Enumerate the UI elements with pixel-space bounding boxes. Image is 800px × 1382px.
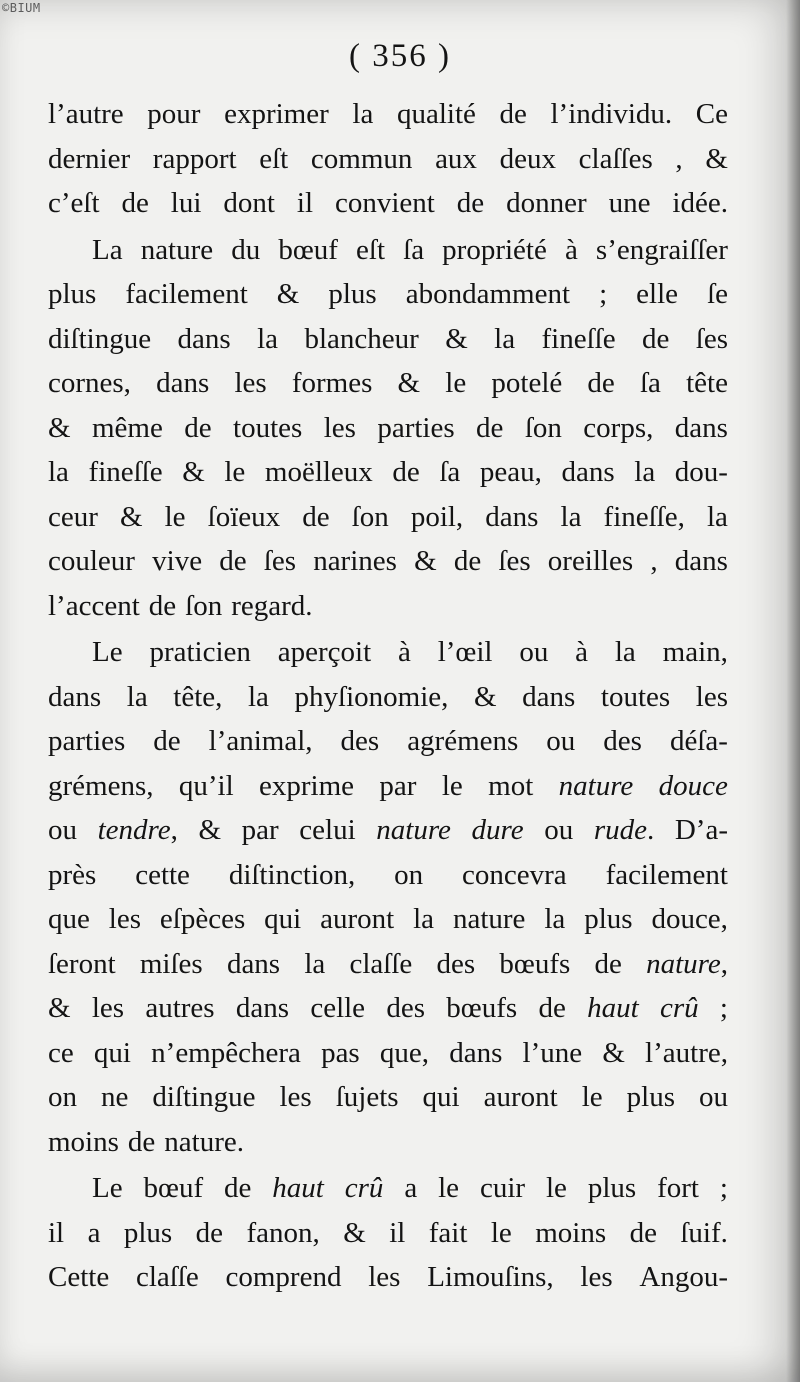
word: dans bbox=[485, 500, 539, 533]
word: de bbox=[224, 1172, 252, 1204]
word: la bbox=[257, 322, 279, 355]
word: haut bbox=[587, 992, 639, 1024]
word: elle bbox=[636, 278, 679, 310]
word: par bbox=[241, 814, 279, 846]
word: de bbox=[476, 411, 504, 444]
word: ſes bbox=[695, 322, 728, 355]
word: & bbox=[343, 1216, 366, 1249]
text-line bbox=[48, 317, 728, 362]
word: abondamment bbox=[405, 278, 571, 310]
word: la bbox=[494, 322, 516, 355]
word: près bbox=[48, 858, 97, 891]
word: les bbox=[580, 1261, 613, 1293]
word: tête bbox=[686, 367, 728, 399]
word: pour bbox=[147, 98, 201, 130]
word: moins bbox=[48, 1125, 119, 1158]
word: dont bbox=[223, 187, 275, 219]
word: plus bbox=[587, 1172, 637, 1204]
word: claſſe bbox=[349, 947, 413, 980]
word: toutes bbox=[233, 411, 303, 444]
word: de bbox=[456, 187, 485, 219]
word: facilement bbox=[125, 278, 248, 310]
word: de bbox=[641, 322, 670, 355]
word: de bbox=[302, 500, 330, 533]
word: on bbox=[394, 858, 424, 891]
word: la bbox=[352, 98, 374, 130]
text-line bbox=[48, 1211, 728, 1256]
word: moins bbox=[535, 1216, 607, 1249]
word: ſon bbox=[351, 500, 389, 533]
word: ne bbox=[101, 1081, 129, 1113]
word: dernier bbox=[48, 142, 131, 175]
word: l’œil bbox=[437, 636, 493, 668]
word: les bbox=[695, 680, 728, 713]
word: une bbox=[608, 187, 651, 219]
word: rude. bbox=[593, 814, 655, 846]
word: n’empêchera bbox=[151, 1036, 301, 1069]
word: vive bbox=[152, 545, 203, 577]
word: formes bbox=[291, 367, 373, 399]
word: agrémens bbox=[407, 725, 519, 757]
word: autres bbox=[145, 992, 215, 1024]
word: de bbox=[629, 1216, 657, 1249]
word: exprime bbox=[259, 769, 355, 802]
text-line bbox=[48, 1031, 728, 1076]
word: Limouſins, bbox=[427, 1261, 554, 1293]
text-line bbox=[48, 1255, 728, 1300]
word: celui bbox=[299, 814, 356, 846]
word: ſa bbox=[439, 456, 461, 488]
text-line bbox=[48, 539, 728, 584]
word: & bbox=[473, 680, 497, 713]
word: du bbox=[231, 233, 261, 266]
word: bœufs bbox=[446, 992, 518, 1024]
word: de bbox=[219, 545, 247, 577]
word: le bbox=[441, 769, 463, 802]
word: miſes bbox=[139, 947, 203, 980]
word: le bbox=[581, 1081, 603, 1113]
word: & bbox=[445, 322, 468, 355]
word: Ce bbox=[695, 98, 728, 130]
word: moëlleux bbox=[264, 456, 373, 488]
word: bœufs bbox=[499, 947, 571, 980]
word: eſt bbox=[356, 233, 386, 266]
word: la bbox=[614, 636, 636, 668]
word: nature. bbox=[164, 1125, 244, 1158]
word: dans bbox=[561, 456, 615, 488]
word: dans bbox=[674, 545, 728, 577]
word: qui bbox=[264, 903, 302, 935]
text-line bbox=[48, 272, 728, 317]
word: les bbox=[234, 367, 267, 399]
word: de bbox=[121, 187, 149, 219]
word: & bbox=[276, 278, 300, 310]
word: la bbox=[126, 680, 148, 713]
word: plus bbox=[626, 1081, 675, 1113]
word: des bbox=[340, 725, 380, 757]
word: nature, bbox=[646, 947, 728, 980]
word: parties bbox=[48, 725, 126, 757]
text-line bbox=[48, 137, 728, 182]
word: rapport bbox=[152, 142, 237, 175]
word: deux bbox=[499, 142, 556, 175]
word: ce bbox=[48, 1036, 74, 1069]
word: narines bbox=[313, 545, 397, 577]
word: ſoïeux bbox=[207, 500, 281, 533]
word: facilement bbox=[605, 858, 728, 891]
word: dans bbox=[235, 992, 290, 1024]
word: la bbox=[48, 456, 69, 488]
word: c’eſt bbox=[48, 187, 100, 219]
word: fineſſe bbox=[541, 322, 616, 355]
word: nature bbox=[558, 769, 634, 802]
word: & bbox=[602, 1036, 625, 1069]
word: à bbox=[397, 636, 411, 668]
word: même bbox=[91, 411, 163, 444]
word: ; bbox=[719, 1172, 728, 1204]
word: & bbox=[705, 142, 728, 175]
word: aperçoit bbox=[277, 636, 372, 668]
word: haut bbox=[272, 1172, 324, 1204]
word: l’animal, bbox=[208, 725, 313, 757]
text-line bbox=[48, 986, 728, 1031]
word: il bbox=[48, 1216, 65, 1249]
word: a bbox=[87, 1216, 101, 1249]
word: l’accent bbox=[48, 589, 140, 622]
word: a bbox=[404, 1172, 418, 1204]
text-line bbox=[48, 228, 728, 273]
word: D’a- bbox=[674, 814, 728, 846]
word: & bbox=[48, 411, 71, 444]
word: ſon bbox=[524, 411, 562, 444]
word: claſſes bbox=[578, 142, 653, 175]
word: le bbox=[438, 1172, 460, 1204]
word: tendre, bbox=[97, 814, 178, 846]
word: La bbox=[92, 233, 123, 266]
word: fineſſe bbox=[88, 456, 163, 488]
word: grémens, bbox=[48, 769, 154, 802]
text-line bbox=[48, 897, 728, 942]
word: blancheur bbox=[304, 322, 419, 355]
word: fort bbox=[657, 1172, 699, 1204]
word: lui bbox=[170, 187, 202, 219]
text-line bbox=[48, 181, 728, 226]
word: par bbox=[379, 769, 417, 802]
word: déſa- bbox=[669, 725, 728, 757]
word: celle bbox=[310, 992, 366, 1024]
word: les bbox=[368, 1261, 401, 1293]
word: bœuf bbox=[143, 1172, 204, 1204]
word: des bbox=[386, 992, 426, 1024]
word: diſtinction, bbox=[228, 858, 356, 891]
word: la bbox=[248, 680, 269, 713]
word: il bbox=[389, 1216, 406, 1249]
word: de bbox=[594, 947, 622, 980]
word: ſes bbox=[498, 545, 531, 577]
word: de bbox=[392, 456, 420, 488]
word: regard. bbox=[231, 589, 313, 622]
word: dans bbox=[48, 680, 102, 713]
word: & bbox=[198, 814, 222, 846]
word: & bbox=[414, 545, 437, 577]
word: ſes bbox=[263, 545, 297, 577]
word: des bbox=[603, 725, 642, 757]
word: & bbox=[397, 367, 421, 399]
word: ſon bbox=[185, 589, 223, 622]
word: que, bbox=[379, 1036, 430, 1069]
word: crû bbox=[659, 992, 699, 1024]
word: ſe bbox=[707, 278, 728, 310]
word: claſſe bbox=[135, 1261, 199, 1293]
word: les bbox=[108, 903, 141, 935]
word: plus bbox=[328, 278, 377, 310]
word: cette bbox=[135, 858, 190, 891]
word: à bbox=[564, 233, 578, 266]
word: de bbox=[195, 1216, 224, 1249]
word: , bbox=[675, 142, 683, 175]
word: dans bbox=[156, 367, 210, 399]
word: de bbox=[127, 1125, 156, 1158]
text-line bbox=[48, 808, 728, 853]
word: toutes bbox=[600, 680, 671, 713]
word: le bbox=[164, 500, 186, 533]
text-line bbox=[48, 764, 728, 809]
word: dans bbox=[226, 947, 281, 980]
word: qui bbox=[93, 1036, 131, 1069]
word: de bbox=[148, 589, 177, 622]
word: l’individu. bbox=[550, 98, 673, 130]
word: qui bbox=[422, 1081, 460, 1113]
word: l’une bbox=[522, 1036, 583, 1069]
word: phyſionomie, bbox=[294, 680, 449, 713]
word: les bbox=[279, 1081, 312, 1113]
word: on bbox=[48, 1081, 77, 1113]
word: nature bbox=[376, 814, 451, 846]
word: corps, bbox=[583, 411, 654, 444]
word: le bbox=[224, 456, 246, 488]
word: le bbox=[445, 367, 467, 399]
word: fanon, bbox=[246, 1216, 320, 1249]
word: ou bbox=[48, 814, 77, 846]
word: la bbox=[304, 947, 326, 980]
word: la bbox=[560, 500, 582, 533]
word: qualité bbox=[396, 98, 476, 130]
word: dans bbox=[177, 322, 231, 355]
text-line bbox=[48, 92, 728, 137]
word: cuir bbox=[479, 1172, 526, 1204]
word: idée. bbox=[672, 187, 728, 219]
text-line bbox=[48, 853, 728, 898]
word: ſuif. bbox=[680, 1216, 728, 1249]
word: & bbox=[48, 992, 71, 1024]
word: aux bbox=[435, 142, 477, 175]
word: de bbox=[499, 98, 527, 130]
word: pas bbox=[321, 1036, 360, 1069]
word: Cette bbox=[48, 1261, 110, 1293]
word: cornes, bbox=[48, 367, 131, 399]
word: la bbox=[413, 903, 435, 935]
word: fineſſe, bbox=[603, 500, 685, 533]
text-line bbox=[48, 495, 728, 540]
word: douce bbox=[658, 769, 728, 802]
word: dans bbox=[522, 680, 576, 713]
word: exprimer bbox=[224, 98, 329, 130]
word: , bbox=[650, 545, 658, 577]
word: la bbox=[544, 903, 566, 935]
word: à bbox=[575, 636, 589, 668]
word: ; bbox=[599, 278, 608, 310]
word: de bbox=[453, 545, 482, 577]
word: Angou- bbox=[639, 1261, 728, 1293]
word: peau, bbox=[479, 456, 542, 488]
word: diſtingue bbox=[48, 322, 152, 355]
word: il bbox=[296, 187, 314, 219]
word: donner bbox=[506, 187, 587, 219]
text-line bbox=[48, 675, 728, 720]
body-text bbox=[48, 92, 728, 1300]
text-line bbox=[48, 1075, 728, 1120]
word: de bbox=[184, 411, 212, 444]
watermark: ©BIUM bbox=[2, 1, 41, 15]
word: diſtingue bbox=[152, 1081, 256, 1113]
word: de bbox=[587, 367, 615, 399]
word: les bbox=[323, 411, 356, 444]
word: fait bbox=[428, 1216, 468, 1249]
word: qu’il bbox=[178, 769, 234, 802]
word: potelé bbox=[491, 367, 563, 399]
page-number: ( 356 ) bbox=[349, 38, 451, 74]
word: & bbox=[119, 500, 143, 533]
word: la bbox=[706, 500, 728, 533]
word: ſa bbox=[403, 233, 425, 266]
word: eſt bbox=[259, 142, 289, 175]
word: oreilles bbox=[547, 545, 634, 577]
word: auront bbox=[483, 1081, 558, 1113]
word: nature bbox=[140, 233, 214, 266]
text-line bbox=[48, 450, 728, 495]
word: bœuf bbox=[278, 233, 338, 266]
word: poil, bbox=[410, 500, 464, 533]
word: la bbox=[634, 456, 656, 488]
word: eſpèces bbox=[159, 903, 246, 935]
word: de bbox=[538, 992, 566, 1024]
word: dure bbox=[471, 814, 524, 846]
word: commun bbox=[310, 142, 413, 175]
word: les bbox=[91, 992, 125, 1024]
page-gutter-shadow bbox=[786, 0, 800, 1382]
text-line bbox=[48, 584, 728, 629]
word: ſujets bbox=[335, 1081, 399, 1113]
word: Le bbox=[92, 1172, 123, 1204]
word: ou bbox=[544, 814, 574, 846]
text-line bbox=[48, 406, 728, 451]
word: Le bbox=[92, 636, 123, 668]
text-line bbox=[48, 361, 728, 406]
word: dans bbox=[674, 411, 728, 444]
word: auront bbox=[320, 903, 395, 935]
word: convient bbox=[334, 187, 435, 219]
word: crû bbox=[344, 1172, 384, 1204]
word: & bbox=[182, 456, 205, 488]
text-line bbox=[48, 1120, 728, 1165]
word: s’engraiſſer bbox=[595, 233, 728, 266]
word: plus bbox=[584, 903, 633, 935]
word: ou bbox=[546, 725, 576, 757]
word: ceur bbox=[48, 500, 98, 533]
text-line bbox=[48, 1166, 728, 1211]
text-line bbox=[48, 719, 728, 764]
word: mot bbox=[488, 769, 534, 802]
word: des bbox=[436, 947, 476, 980]
word: tête, bbox=[173, 680, 223, 713]
word: plus bbox=[123, 1216, 173, 1249]
word: nature bbox=[452, 903, 526, 935]
word: dou- bbox=[674, 456, 728, 488]
word: propriété bbox=[442, 233, 547, 266]
word: comprend bbox=[225, 1261, 342, 1293]
word: de bbox=[153, 725, 181, 757]
word: parties bbox=[377, 411, 455, 444]
word: couleur bbox=[48, 545, 135, 577]
word: ſa bbox=[639, 367, 661, 399]
text-line bbox=[48, 630, 728, 675]
word: le bbox=[545, 1172, 567, 1204]
word: praticien bbox=[149, 636, 251, 668]
word: l’autre, bbox=[645, 1036, 728, 1069]
word: le bbox=[490, 1216, 512, 1249]
word: ou bbox=[519, 636, 549, 668]
word: douce, bbox=[651, 903, 728, 935]
word: main, bbox=[662, 636, 728, 668]
text-line bbox=[48, 942, 728, 987]
word: ; bbox=[719, 992, 728, 1024]
word: plus bbox=[48, 278, 97, 310]
word: l’autre bbox=[48, 98, 124, 130]
word: ſeront bbox=[48, 947, 116, 980]
word: ou bbox=[698, 1081, 728, 1113]
word: concevra bbox=[462, 858, 567, 891]
word: que bbox=[48, 903, 90, 935]
word: dans bbox=[449, 1036, 503, 1069]
